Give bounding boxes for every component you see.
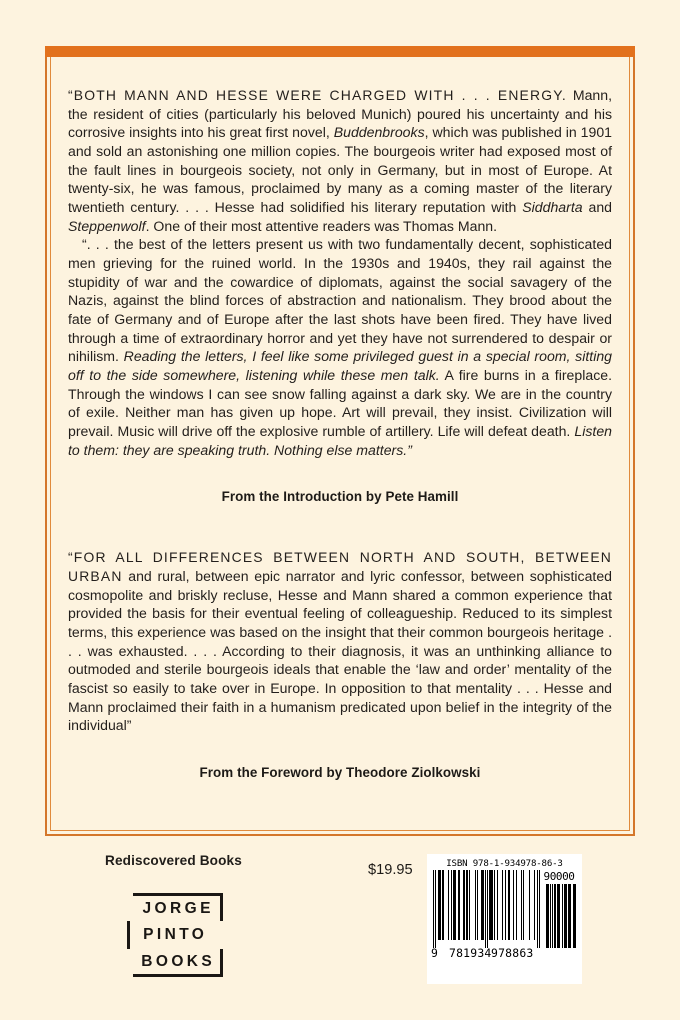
quote-one-text-a: Mann, the resident of cities (particularly his beloved Munich) poured his uncertainty and his corrosive insights into his great first novel,: [68, 87, 612, 141]
quote-two-text: and rural, between epic narrator and lyric confessor, between sophisticated cosmopolite and briskly recluse, Hesse and Mann shared a common experience that provided the basis for their eventual feeling of colleagueship. Reduced to its simplest terms, this experience was based on the insight that their common bourgeois heritage . . . was exhausted. . . . According to their diagnosis, it was an unthinking alliance to outmoded and sterile bourgeois ideals that enable the ‘law and order’ mentality of the fascist so easily to take over in Europe. In opposition to that mentality . . . Hesse and Mann proclaimed their faith in a humanism predicated upon belief in the integrity of the individual”: [68, 568, 612, 734]
publisher-logo-row-books: [133, 949, 223, 977]
quote-one-emphasis-2: Listen to them: they are speaking truth. Nothing else matters.”: [68, 423, 612, 458]
barcode-addon-bar: [575, 884, 576, 948]
cover-content: [68, 86, 612, 780]
quote-two-paragraph: [68, 548, 612, 735]
isbn-barcode: [427, 854, 582, 984]
publisher-logo-text-jorge: JORGE: [142, 899, 214, 917]
quote-one-text-b: , which was published in 1901 and sold an astonishing one million copies. The bourgeois writer had exposed most of the fault lines in bourgeois society, not only in Germany, but in most of Europe. At twenty-six, he was famous, proclaimed by many as a coming master of the literary twentieth century. . . . Hesse had solidified his literary reputation with: [68, 124, 612, 216]
decorative-top-bar: [45, 46, 635, 57]
barcode-ean-digits: [433, 948, 576, 962]
barcode-bars-area: [433, 870, 576, 948]
attribution-introduction: From the Introduction by Pete Hamill: [221, 489, 459, 505]
attribution-foreword: From the Foreword by Theodore Ziolkowski: [199, 765, 481, 781]
barcode-lead-digit: 9: [431, 946, 439, 960]
barcode-right-group-digits: 978863: [491, 946, 534, 960]
quote-block-foreword: [68, 548, 612, 735]
quote-one-paragraph-1: [68, 86, 612, 235]
quote-one-lead: “BOTH MANN AND HESSE WERE CHARGED WITH . . . ENERGY.: [68, 87, 567, 103]
barcode-addon-bars: [546, 884, 576, 948]
publisher-logo-row-jorge: [133, 893, 223, 921]
quote-one-emphasis-1: Reading the letters, I feel like some privileged guest in a special room, sitting off to the side somewhere, listening while these men talk.: [68, 348, 612, 384]
quote-one-paragraph-2: [68, 235, 612, 459]
quote-one-text-f: A fire burns in a fireplace. Through the windows I can see snow falling against a dark sky. We are in the country of exile. Neither man has given up hope. Art will prevail, they insist. Civilization will prevail. Music will drive off the explosive rumble of artillery. Life will defeat death.: [68, 367, 612, 440]
barcode-left-group-digits: 781934: [449, 946, 492, 960]
spacer-after-quote-two: [68, 735, 612, 765]
barcode-addon-digits: 90000: [543, 870, 575, 883]
publisher-logo: [127, 893, 223, 977]
spacer-after-quote-one: [68, 459, 612, 489]
quote-one-title-siddharta: Siddharta: [522, 199, 583, 216]
publisher-logo-text-pinto: PINTO: [143, 926, 208, 943]
quote-one-text-e: “. . . the best of the letters present us with two fundamentally decent, sophisticated men grieving for the ruined world. In the 1930s and 1940s, they rail against the stupidity of war and the cowardice of diplomats, against the social savagery of the Nazis, against the blind forces of abstraction and nationalism. They brood about the fate of Germany and of Europe after the last shots have been fired. They have lived through a time of extraordinary horror and yet they have not surrendered to despair or nihilism.: [68, 236, 612, 365]
spacer-between-quotes: [68, 504, 612, 548]
price-label: $19.95: [368, 862, 413, 878]
quote-one-text-d: . One of their most attentive readers was Thomas Mann.: [145, 217, 498, 234]
publisher-logo-text-books: BOOKS: [141, 952, 216, 970]
imprint-label: Rediscovered Books: [105, 853, 242, 868]
quote-two-lead: “FOR ALL DIFFERENCES BETWEEN NORTH AND SOUTH, BETWEEN URBAN: [68, 549, 612, 585]
barcode-bar: [539, 870, 540, 948]
publisher-logo-row-pinto: [127, 921, 217, 949]
barcode-main-bars: [433, 870, 541, 948]
quote-one-title-buddenbrooks: Buddenbrooks: [333, 124, 425, 141]
quote-one-text-c: and: [582, 199, 612, 216]
quote-block-introduction: [68, 86, 612, 459]
quote-one-title-steppenwolf: Steppenwolf: [68, 217, 146, 234]
isbn-number-text: ISBN 978-1-934978-86-3: [446, 859, 563, 869]
